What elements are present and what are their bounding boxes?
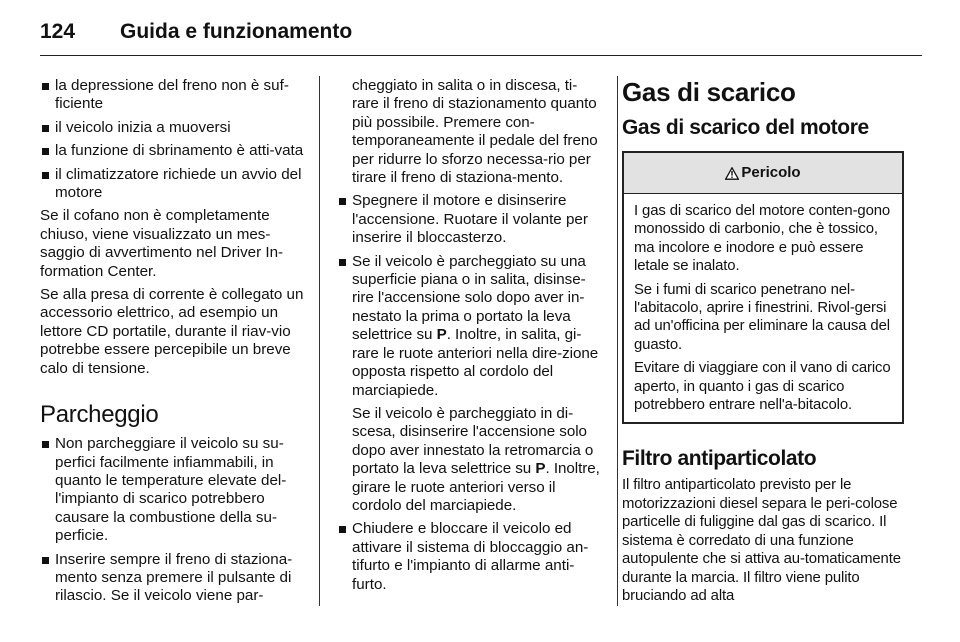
warning-box-header xyxy=(624,153,902,194)
column-divider-1 xyxy=(319,76,320,606)
parcheggio-heading: Parcheggio xyxy=(40,401,159,429)
list-item-text: . Inoltre, in salita, gi-rare le ruote anteriori nella dire-zione opposta rispetto al cordolo del marciapiede. xyxy=(352,326,599,399)
column-1 xyxy=(40,77,306,611)
list-item-text: Se il veicolo è parcheggiato su una superficie piana o in salita, disinse-rire l'accensione solo dopo aver in-nestato la prima o portato la leva selettrice su xyxy=(352,252,586,344)
gas-di-scarico-heading: Gas di scarico xyxy=(622,77,796,107)
list-item: il veicolo inizia a muoversi xyxy=(40,119,306,137)
paragraph-downhill xyxy=(337,405,603,515)
column-divider-2 xyxy=(617,76,618,606)
selector-position-p: P xyxy=(535,460,546,478)
warning-triangle-icon xyxy=(725,167,739,180)
list-item: Spegnere il motore e disinserire l'accensione. Ruotare il volante per inserire il bloccasterzo. xyxy=(337,192,603,247)
paragraph-text: . Inoltre, girare le ruote anteriori verso il cordolo del marciapiede. xyxy=(352,460,600,514)
filtro-heading: Filtro antiparticolato xyxy=(622,447,817,471)
paragraph-power-outlet: Se alla presa di corrente è collegato un accessorio elettrico, ad esempio un lettore CD portatile, durante il riav-vio potrebbe essere percepibile un breve calo di tensione. xyxy=(40,286,304,377)
page-section-title: Guida e funzionamento xyxy=(120,20,353,43)
warning-box-body xyxy=(624,194,902,422)
warning-box xyxy=(622,151,904,424)
paragraph-hood-warning: Se il cofano non è completamente chiuso, viene visualizzato un mes-saggio di avvertimento nel Driver In-formation Center. xyxy=(40,207,284,280)
list-item: Inserire sempre il freno di staziona-mento senza premere il pulsante di rilascio. Se il veicolo viene par- xyxy=(40,551,306,606)
warning-paragraph: I gas di scarico del motore conten-gono monossido di carbonio, che è tossico, ma incolore e inodore e può essere letale se inalato. xyxy=(634,203,891,275)
paragraph-continued: cheggiato in salita o in discesa, ti-rare il freno di stazionamento quanto più possibile. Premere con-temporaneamente il pedale del freno per ridurre lo sforzo necessa-rio per tirare il freno di staziona-mento. xyxy=(352,77,598,187)
selector-position-p: P xyxy=(436,326,447,344)
column-2 xyxy=(337,77,603,599)
column-3 xyxy=(622,77,904,610)
warning-paragraph: Evitare di viaggiare con il vano di carico aperto, in quanto i gas di scarico potrebbero entrare nell'a-bitacolo. xyxy=(634,360,891,414)
gas-motore-subheading: Gas di scarico del motore xyxy=(622,116,869,139)
list-item xyxy=(337,253,603,400)
list-item: la depressione del freno non è suf-ficiente xyxy=(40,77,306,114)
page-number: 124 xyxy=(40,20,76,43)
list-item: Non parcheggiare il veicolo su su-perfici facilmente infiammabili, in quanto le temperature elevate del-l'impianto di scarico potrebbero causare la combustione della su-perficie. xyxy=(40,435,306,545)
header-rule xyxy=(40,55,922,56)
page-header xyxy=(40,14,920,50)
paragraph-text: Se il veicolo è parcheggiato in di-scesa, disinserire l'accensione solo dopo aver innestato la retromarcia o portato la leva selettrice su xyxy=(352,404,594,478)
list-item: il climatizzatore richiede un avvio del motore xyxy=(40,166,306,203)
filtro-paragraph: Il filtro antiparticolato previsto per le motorizzazioni diesel separa le peri-colose particelle di fuliggine dal gas di scarico. Il sistema è corredato di una funzione autopulente che si attiva au-tomaticamente durante la marcia. Il filtro viene pulito bruciando ad alta xyxy=(622,477,901,604)
warning-paragraph: Se i fumi di scarico penetrano nel-l'abitacolo, aprire i finestrini. Rivol-gersi ad un'officina per eliminare la causa del guasto. xyxy=(634,281,890,353)
list-item: Chiudere e bloccare il veicolo ed attivare il sistema di bloccaggio an-tifurto e l'impianto di allarme anti-furto. xyxy=(337,520,603,594)
list-item: la funzione di sbrinamento è atti-vata xyxy=(40,142,306,160)
warning-title: Pericolo xyxy=(741,163,801,181)
